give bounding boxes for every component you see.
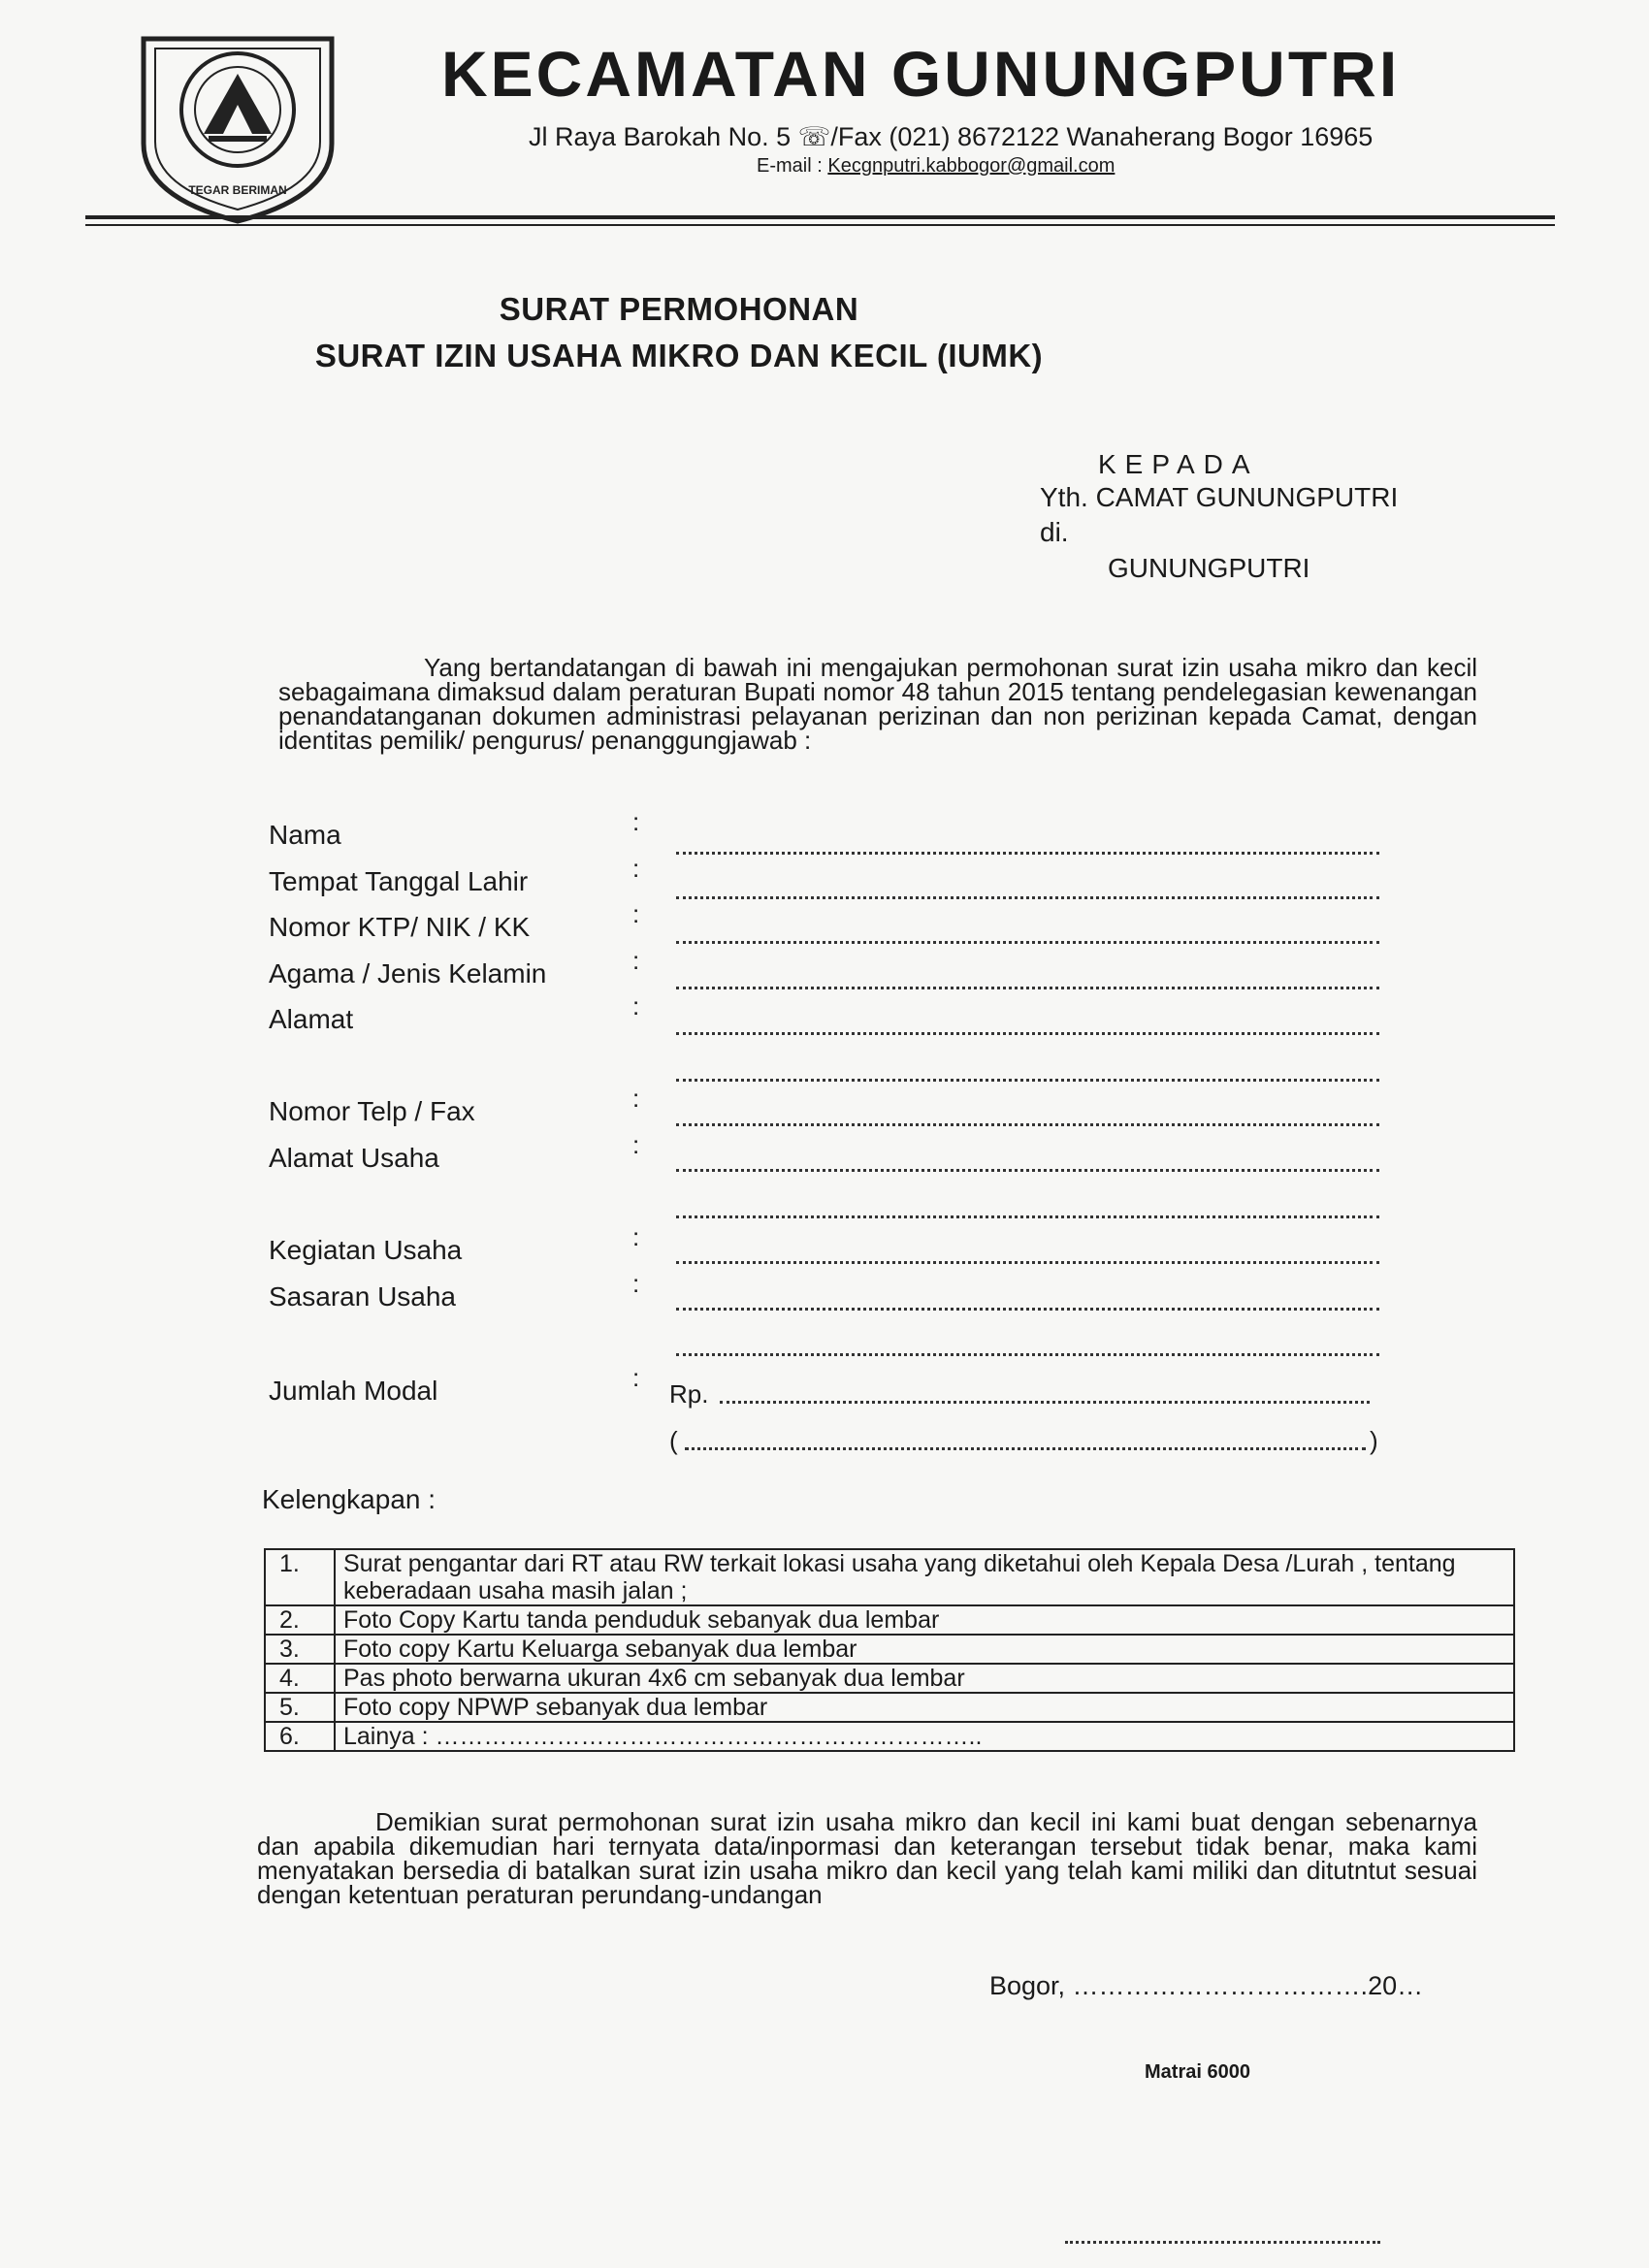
colon: :	[632, 991, 640, 1021]
closing-paragraph: Demikian surat permohonan surat izin usaha mikro dan kecil ini kami buat dengan sebenarnya dan apabila dikemudian hari ternyata data/inpormasi dan keterangan tersebut tidak benar, maka kami menyatakan bersedia di batalkan surat izin usaha mikro dan kecil yang telah kami miliki dan ditutntut sesuai dengan ketentuan peraturan perundang-undangan	[257, 1807, 1477, 1909]
table-row	[265, 1635, 1514, 1664]
field-agama-line[interactable]	[676, 987, 1379, 989]
logo-motto: TEGAR BERIMAN	[188, 183, 287, 197]
requirement-text: Foto copy NPWP sebanyak dua lembar	[335, 1693, 1514, 1722]
requirement-number: 1.	[265, 1549, 335, 1605]
colon: :	[632, 1269, 640, 1298]
label-telp: Nomor Telp / Fax	[269, 1096, 475, 1126]
letterhead-rule-thick	[85, 215, 1555, 219]
label-modal: Jumlah Modal	[269, 1376, 438, 1406]
letterhead-email	[757, 155, 1115, 178]
field-telp-line[interactable]	[676, 1123, 1379, 1126]
requirement-text: Pas photo berwarna ukuran 4x6 cm sebanyak dua lembar	[335, 1664, 1514, 1693]
requirement-number: 5.	[265, 1693, 335, 1722]
letterhead-address: Jl Raya Barokah No. 5 ☏/Fax (021) 8672122 Wanaherang Bogor 16965	[529, 122, 1374, 151]
table-row	[265, 1605, 1514, 1635]
requirement-number: 3.	[265, 1635, 335, 1664]
rp-label: Rp.	[669, 1379, 709, 1409]
label-kegiatan: Kegiatan Usaha	[269, 1235, 463, 1265]
label-alamat-usaha: Alamat Usaha	[269, 1143, 439, 1173]
label-agama: Agama / Jenis Kelamin	[269, 958, 547, 988]
label-alamat: Alamat	[269, 1004, 354, 1034]
place-date: Bogor, …………………………….20…	[989, 1971, 1424, 2000]
label-ktp: Nomor KTP/ NIK / KK	[269, 912, 531, 942]
label-nama: Nama	[269, 820, 341, 850]
kabupaten-bogor-logo-icon	[126, 27, 349, 231]
requirement-text: Foto copy Kartu Keluarga sebanyak dua lembar	[335, 1635, 1514, 1664]
field-alamat-usaha-line[interactable]	[676, 1169, 1379, 1172]
table-row	[265, 1664, 1514, 1693]
addressee-name: Yth. CAMAT GUNUNGPUTRI	[1040, 482, 1399, 512]
matrai-label: Matrai 6000	[1145, 2061, 1250, 2083]
addressee-city: GUNUNGPUTRI	[1108, 553, 1310, 583]
paren-open: (	[669, 1426, 678, 1455]
table-row	[265, 1693, 1514, 1722]
field-kegiatan-line[interactable]	[676, 1261, 1379, 1264]
requirement-text: Foto Copy Kartu tanda penduduk sebanyak dua lembar	[335, 1605, 1514, 1635]
colon: :	[632, 854, 640, 883]
colon: :	[632, 899, 640, 928]
table-row	[265, 1549, 1514, 1605]
paren-close: )	[1370, 1426, 1378, 1455]
table-row	[265, 1722, 1514, 1751]
colon: :	[632, 807, 640, 836]
letterhead-title: KECAMATAN GUNUNGPUTRI	[441, 38, 1401, 110]
email-label: E-mail :	[757, 155, 823, 177]
email-link[interactable]: Kecgnputri.kabbogor@gmail.com	[827, 155, 1116, 177]
field-modal-line[interactable]	[720, 1401, 1370, 1404]
addressee-di: di.	[1040, 517, 1069, 547]
colon: :	[632, 1363, 640, 1392]
requirement-number: 6.	[265, 1722, 335, 1751]
intro-paragraph: Yang bertandatangan di bawah ini mengajukan permohonan surat izin usaha mikro dan kecil sebagaimana dimaksud dalam peraturan Bupati nomor 48 tahun 2015 tentang pendelegasian kewenangan penandatanganan dokumen administrasi pelayanan perizinan dan non perizinan kepada Camat, dengan identitas pemilik/ pengurus/ penanggungjawab :	[278, 653, 1477, 755]
addressee-kepada: KEPADA	[1098, 449, 1259, 479]
requirement-text: Surat pengantar dari RT atau RW terkait lokasi usaha yang diketahui oleh Kepala Desa /Lurah , tentang keberadaan usaha masih jalan ;	[335, 1549, 1514, 1605]
field-modal-words-line[interactable]	[685, 1447, 1366, 1450]
field-sasaran-line-2[interactable]	[676, 1353, 1379, 1356]
label-ttl: Tempat Tanggal Lahir	[269, 866, 529, 896]
document-subtitle: SURAT IZIN USAHA MIKRO DAN KECIL (IUMK)	[314, 338, 1044, 373]
field-alamat-line-2[interactable]	[676, 1079, 1379, 1082]
requirement-number: 4.	[265, 1664, 335, 1693]
requirement-text: Lainya : …………………………………………………………..	[335, 1722, 1514, 1751]
signature-line[interactable]	[1065, 2241, 1380, 2244]
requirements-table	[264, 1548, 1515, 1752]
colon: :	[632, 1222, 640, 1251]
requirement-number: 2.	[265, 1605, 335, 1635]
field-ktp-line[interactable]	[676, 941, 1379, 944]
letterhead-rule-thin	[85, 224, 1555, 226]
field-alamat-usaha-line-2[interactable]	[676, 1215, 1379, 1218]
colon: :	[632, 946, 640, 975]
document-title: SURAT PERMOHONAN	[499, 291, 859, 327]
field-ttl-line[interactable]	[676, 896, 1379, 899]
kelengkapan-label: Kelengkapan :	[262, 1484, 436, 1514]
field-nama-line[interactable]	[676, 852, 1379, 855]
label-sasaran: Sasaran Usaha	[269, 1281, 457, 1312]
field-sasaran-line[interactable]	[676, 1308, 1379, 1311]
colon: :	[632, 1084, 640, 1113]
field-alamat-line[interactable]	[676, 1032, 1379, 1035]
colon: :	[632, 1130, 640, 1159]
